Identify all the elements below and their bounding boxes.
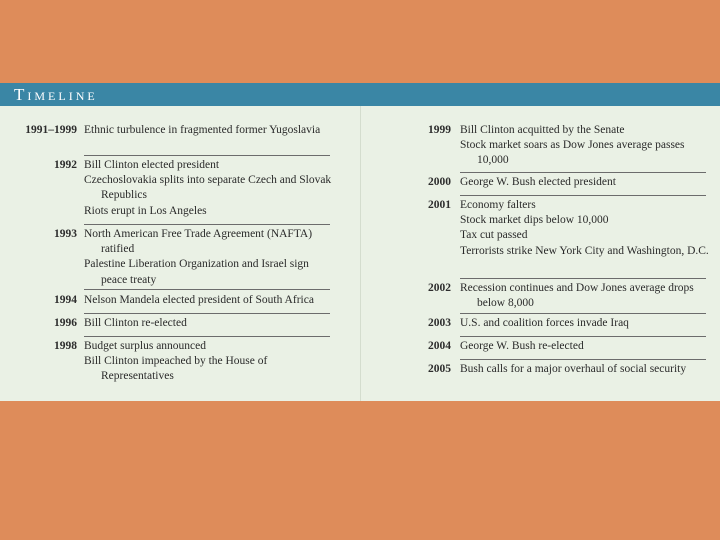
entry-separator (460, 313, 706, 314)
entry-separator (84, 224, 330, 225)
timeline-year: 2002 (428, 282, 451, 294)
entry-separator (84, 336, 330, 337)
column-divider (360, 106, 361, 401)
entry-separator (460, 336, 706, 337)
timeline-event: Economy falters (460, 199, 536, 211)
timeline-event: Stock market soars as Dow Jones average passes 10,000 (460, 139, 685, 167)
timeline-event: Stock market dips below 10,000 (460, 214, 609, 227)
timeline-year: 2003 (428, 317, 451, 329)
timeline-events (460, 316, 710, 331)
timeline-event: Budget surplus announced (84, 340, 207, 352)
timeline-year: 1998 (54, 340, 77, 352)
entry-separator (460, 195, 706, 196)
timeline-event: Bill Clinton elected president (84, 159, 220, 171)
timeline-event: Czechoslovakia splits into separate Czech and Slovak Republics (84, 174, 332, 202)
entry-separator (460, 359, 706, 360)
timeline-events (460, 339, 710, 354)
slide-top-band (0, 0, 720, 83)
timeline-event: Tax cut passed (460, 229, 528, 242)
timeline-event: Bill Clinton re-elected (84, 317, 187, 329)
timeline-year: 1991–1999 (25, 124, 77, 136)
entry-separator (460, 172, 706, 173)
timeline-event: Recession continues and Dow Jones average drops below 8,000 (460, 282, 694, 310)
entry-separator (84, 155, 330, 156)
timeline-event: U.S. and coalition forces invade Iraq (460, 317, 629, 329)
timeline-year: 1996 (54, 317, 77, 329)
timeline-event: George W. Bush re-elected (460, 340, 584, 352)
timeline-title: Timeline (14, 85, 98, 104)
timeline-events (460, 123, 710, 169)
timeline-year: 1992 (54, 159, 77, 171)
timeline-events (84, 158, 334, 219)
entry-separator (460, 278, 706, 279)
timeline-year: 2004 (428, 340, 451, 352)
timeline-header-band (0, 83, 720, 106)
timeline-event: North American Free Trade Agreement (NAFTA) ratified (84, 228, 313, 256)
timeline-event: Ethnic turbulence in fragmented former Yugoslavia (84, 124, 321, 136)
timeline-year: 1999 (428, 124, 451, 136)
timeline-year: 2000 (428, 176, 451, 188)
timeline-events (84, 123, 334, 138)
timeline-year: 2001 (428, 199, 451, 211)
timeline-events (460, 362, 710, 377)
timeline-event: Nelson Mandela elected president of South Africa (84, 294, 314, 306)
timeline-events (460, 281, 710, 311)
timeline-event: Bush calls for a major overhaul of social security (460, 363, 687, 375)
entry-separator (84, 289, 330, 290)
timeline-event: Bill Clinton impeached by the House of Representatives (84, 355, 268, 383)
timeline-events (460, 198, 710, 259)
timeline-events (84, 293, 334, 308)
timeline-event: Riots erupt in Los Angeles (84, 204, 207, 217)
timeline-year: 2005 (428, 363, 451, 375)
timeline-event: Palestine Liberation Organization and Israel sign peace treaty (84, 258, 309, 286)
timeline-event: George W. Bush elected president (460, 176, 616, 188)
timeline-event: Terrorists strike New York City and Washington, D.C. (460, 244, 709, 257)
timeline-events (84, 339, 334, 385)
timeline-events (460, 175, 710, 190)
timeline-year: 1993 (54, 228, 77, 240)
timeline-events (84, 227, 334, 288)
timeline-year: 1994 (54, 294, 77, 306)
timeline-event: Bill Clinton acquitted by the Senate (460, 124, 625, 136)
entry-separator (84, 313, 330, 314)
timeline-events (84, 316, 334, 331)
